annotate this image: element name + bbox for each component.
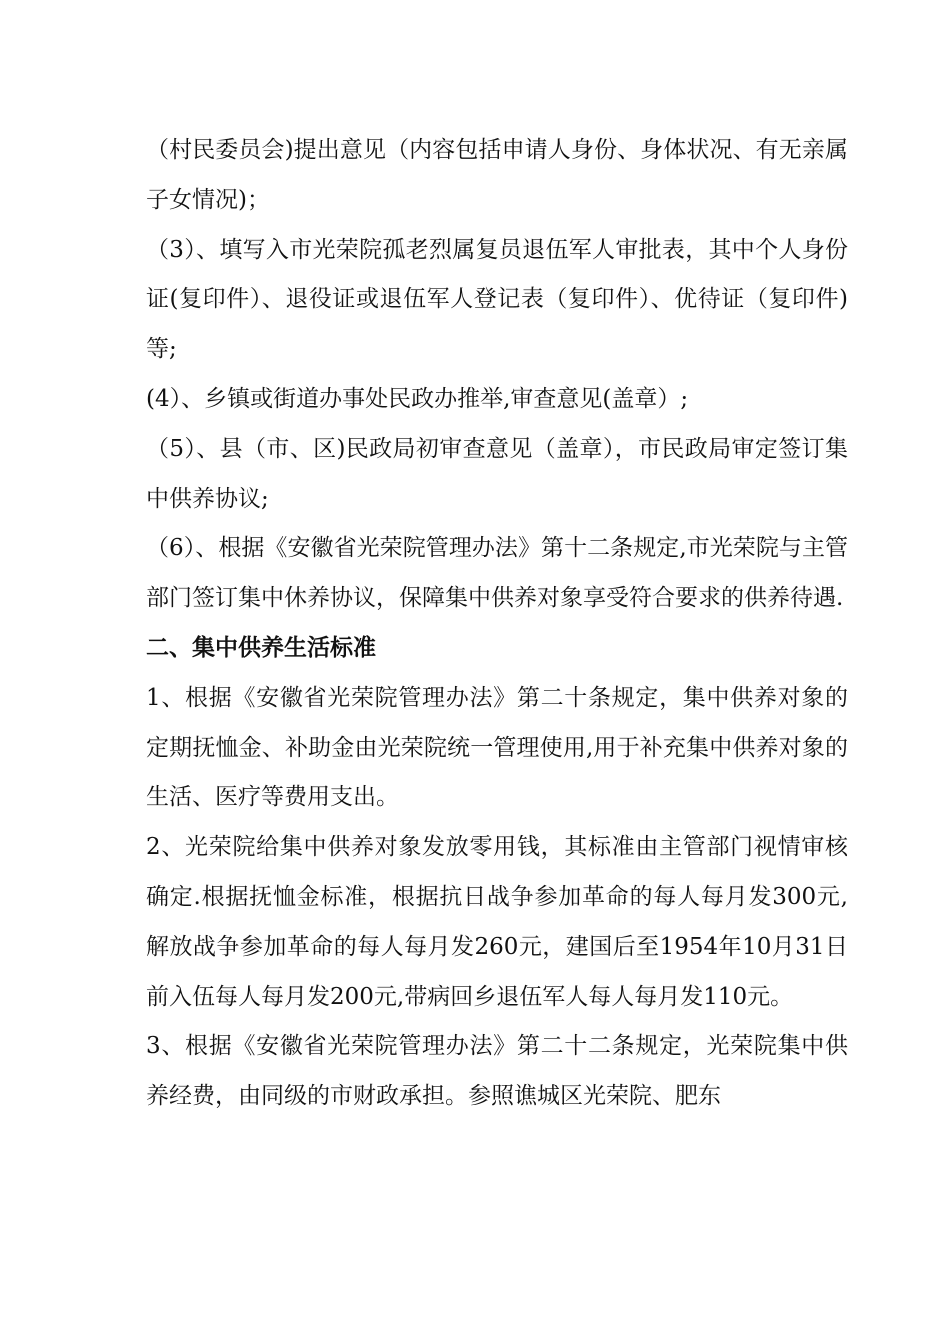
- paragraph-standard-1: 1、根据《安徽省光荣院管理办法》第二十条规定，集中供养对象的定期抚恤金、补助金由光荣院统一管理使用,用于补充集中供养对象的生活、医疗等费用支出。: [146, 684, 848, 811]
- paragraph-standard-3: 3、根据《安徽省光荣院管理办法》第二十二条规定，光荣院集中供养经费，由同级的市财政承担。参照谯城区光荣院、肥东: [146, 1033, 848, 1110]
- section-heading: 二、集中供养生活标准: [146, 634, 376, 661]
- paragraph-step-3: （3）、填写入市光荣院孤老烈属复员退伍军人审批表，其中个人身份证(复印件）、退役证或退伍军人登记表（复印件）、优待证（复印件)等;: [146, 236, 848, 363]
- paragraph-standard-2: 2、光荣院给集中供养对象发放零用钱，其标准由主管部门视情审核确定.根据抚恤金标准，根据抗日战争参加革命的每人每月发300元,解放战争参加革命的每人每月发260元，建国后至1954年10月31日前入伍每人每月发200元,带病回乡退伍军人每人每月发110元。: [146, 834, 848, 1010]
- paragraph-step-6: （6）、根据《安徽省光荣院管理办法》第十二条规定,市光荣院与主管部门签订集中休养协议，保障集中供养对象享受符合要求的供养待遇.: [146, 535, 848, 612]
- document-body: [146, 126, 848, 1122]
- paragraph-step-5: （5）、县（市、区)民政局初审查意见（盖章），市民政局审定签订集中供养协议;: [146, 435, 848, 512]
- paragraph-applicant-opinion: （村民委员会)提出意见（内容包括申请人身份、身体状况、有无亲属子女情况)；: [146, 137, 848, 213]
- paragraph-step-4: (4）、乡镇或街道办事处民政办推举,审查意见(盖章）;: [146, 385, 689, 412]
